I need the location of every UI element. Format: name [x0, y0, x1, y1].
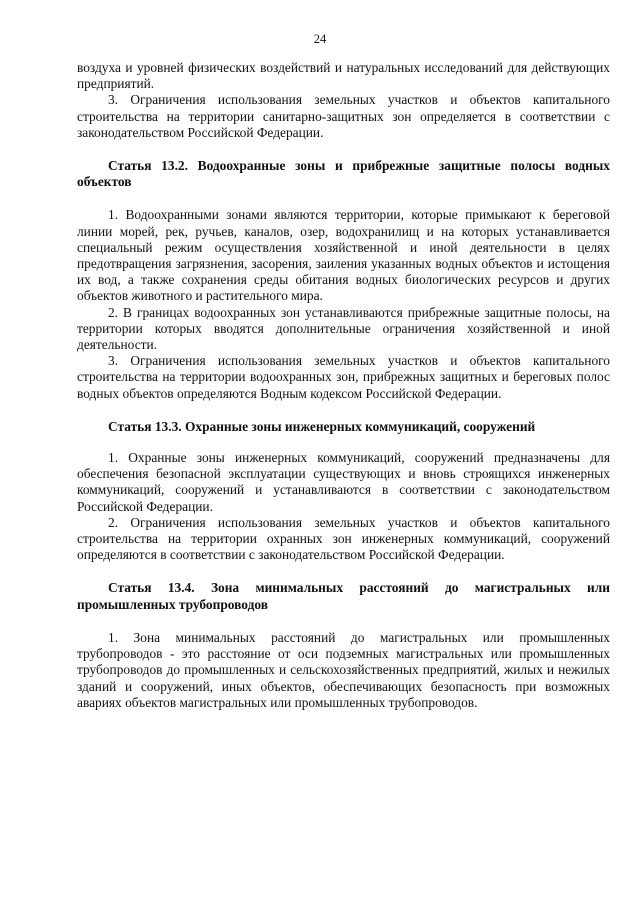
document-body — [77, 60, 610, 711]
page-number: 24 — [313, 32, 327, 46]
article-13-2-heading: Статья 13.2. Водоохранные зоны и прибрежные защитные полосы водных объектов — [77, 158, 610, 190]
intro-paragraph-continued: воздуха и уровней физических воздействий и натуральных исследований для действующих предприятий. — [77, 60, 610, 92]
article-13-2-paragraph-2: 2. В границах водоохранных зон устанавливаются прибрежные защитные полосы, на территории которых вводятся дополнительные ограничения хозяйственной и иной деятельности. — [77, 304, 610, 353]
article-13-3-paragraph-2: 2. Ограничения использования земельных участков и объектов капитального строительства на территории охранных зон инженерных коммуникаций, сооружений определяются в соответствии с законодательством Российской Федерации. — [77, 514, 610, 563]
article-13-2-paragraph-3: 3. Ограничения использования земельных участков и объектов капитального строительства на территории водоохранных зон, прибрежных защитных и береговых полос водных объектов определяются Водным кодексом Российской Федерации. — [77, 353, 610, 401]
article-13-4-heading: Статья 13.4. Зона минимальных расстояний до магистральных или промышленных трубопроводов — [77, 580, 610, 612]
article-13-3-paragraph-1: 1. Охранные зоны инженерных коммуникаций, сооружений предназначены для обеспечения безопасной эксплуатации существующих и вновь строящихся инженерных коммуникаций, сооружений и устанавливаются в соответствии с законодательством Российской Федерации. — [77, 450, 610, 514]
intro-paragraph-3: 3. Ограничения использования земельных участков и объектов капитального строительства на территории санитарно-защитных зон определяется в соответствии с законодательством Российской Федерации. — [77, 92, 610, 140]
article-13-4-paragraph-1: 1. Зона минимальных расстояний до магистральных или промышленных трубопроводов - это расстояние от оси подземных магистральных или промышленных трубопроводов до промышленных и сельскохозяйственных предприятий, жилых и нежилых зданий и сооружений, иных объектов, обеспечивающих безопасность при возможных авариях объектов магистральных или промышленных трубопроводов. — [77, 629, 610, 710]
article-13-2-paragraph-1: 1. Водоохранными зонами являются территории, которые примыкают к береговой линии морей, рек, ручьев, каналов, озер, водохранилищ и на которых устанавливается специальный режим осуществления хозяйственной и иной деятельности в целях предотвращения загрязнения, засорения, заиления указанных водных объектов и истощения их вод, а также сохранения среды обитания водных биологических ресурсов и других объектов животного и растительного мира. — [77, 207, 610, 304]
article-13-3-heading: Статья 13.3. Охранные зоны инженерных коммуникаций, сооружений — [108, 418, 536, 434]
